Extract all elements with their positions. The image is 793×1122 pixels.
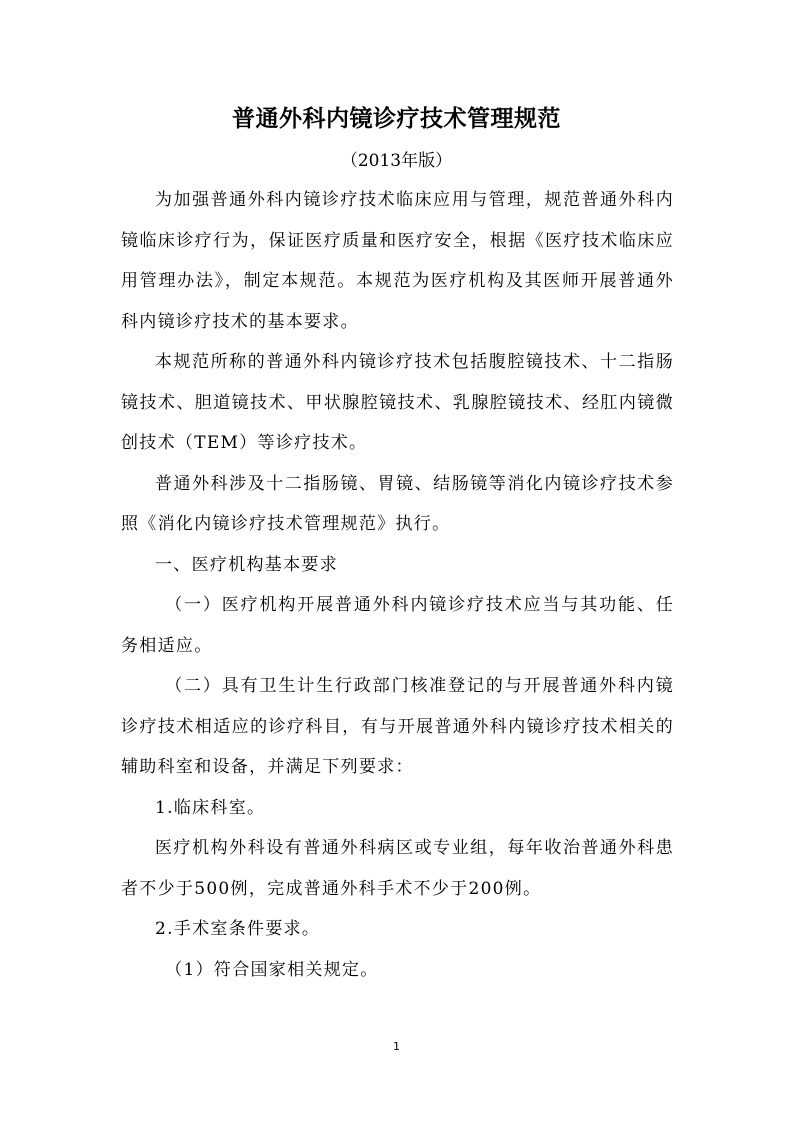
subitem-1: （1）符合国家相关规定。 xyxy=(165,959,379,980)
item-operating-room: 2.手术室条件要求。 xyxy=(155,919,321,939)
page-number: 1 xyxy=(393,1040,400,1053)
paragraph-intro: 为加强普通外科内镜诊疗技术临床应用与管理，规范普通外科内镜临床诊疗行为，保证医疗质量和医疗安全，根据《医疗技术临床应用管理办法》，制定本规范。本规范为医疗机构及其医师开展普通外科内镜诊疗技术的基本要求。 xyxy=(121,190,674,332)
clause-2: （二）具有卫生计生行政部门核准登记的与开展普通外科内镜诊疗技术相适应的诊疗科目，有与开展普通外科内镜诊疗技术相关的辅助科室和设备，并满足下列要求： xyxy=(121,676,674,777)
document-body xyxy=(121,180,674,990)
document-title: 普通外科内镜诊疗技术管理规范 xyxy=(232,106,561,132)
paragraph-clinical-dept: 医疗机构外科设有普通外科病区或专业组，每年收治普通外科患者不少于500例，完成普通外科手术不少于200例。 xyxy=(121,838,674,899)
item-clinical-dept: 1.临床科室。 xyxy=(155,797,266,818)
section-heading-1: 一、医疗机构基本要求 xyxy=(155,554,338,575)
paragraph-scope: 本规范所称的普通外科内镜诊疗技术包括腹腔镜技术、十二指肠镜技术、胆道镜技术、甲状腺腔镜技术、乳腺腔镜技术、经肛内镜微创技术（TEM）等诊疗技术。 xyxy=(121,352,674,453)
paragraph-reference: 普通外科涉及十二指肠镜、胃镜、结肠镜等消化内镜诊疗技术参照《消化内镜诊疗技术管理规范》执行。 xyxy=(121,473,674,534)
clause-1: （一）医疗机构开展普通外科内镜诊疗技术应当与其功能、任务相适应。 xyxy=(121,595,674,656)
document-subtitle: （2013年版） xyxy=(340,151,453,171)
